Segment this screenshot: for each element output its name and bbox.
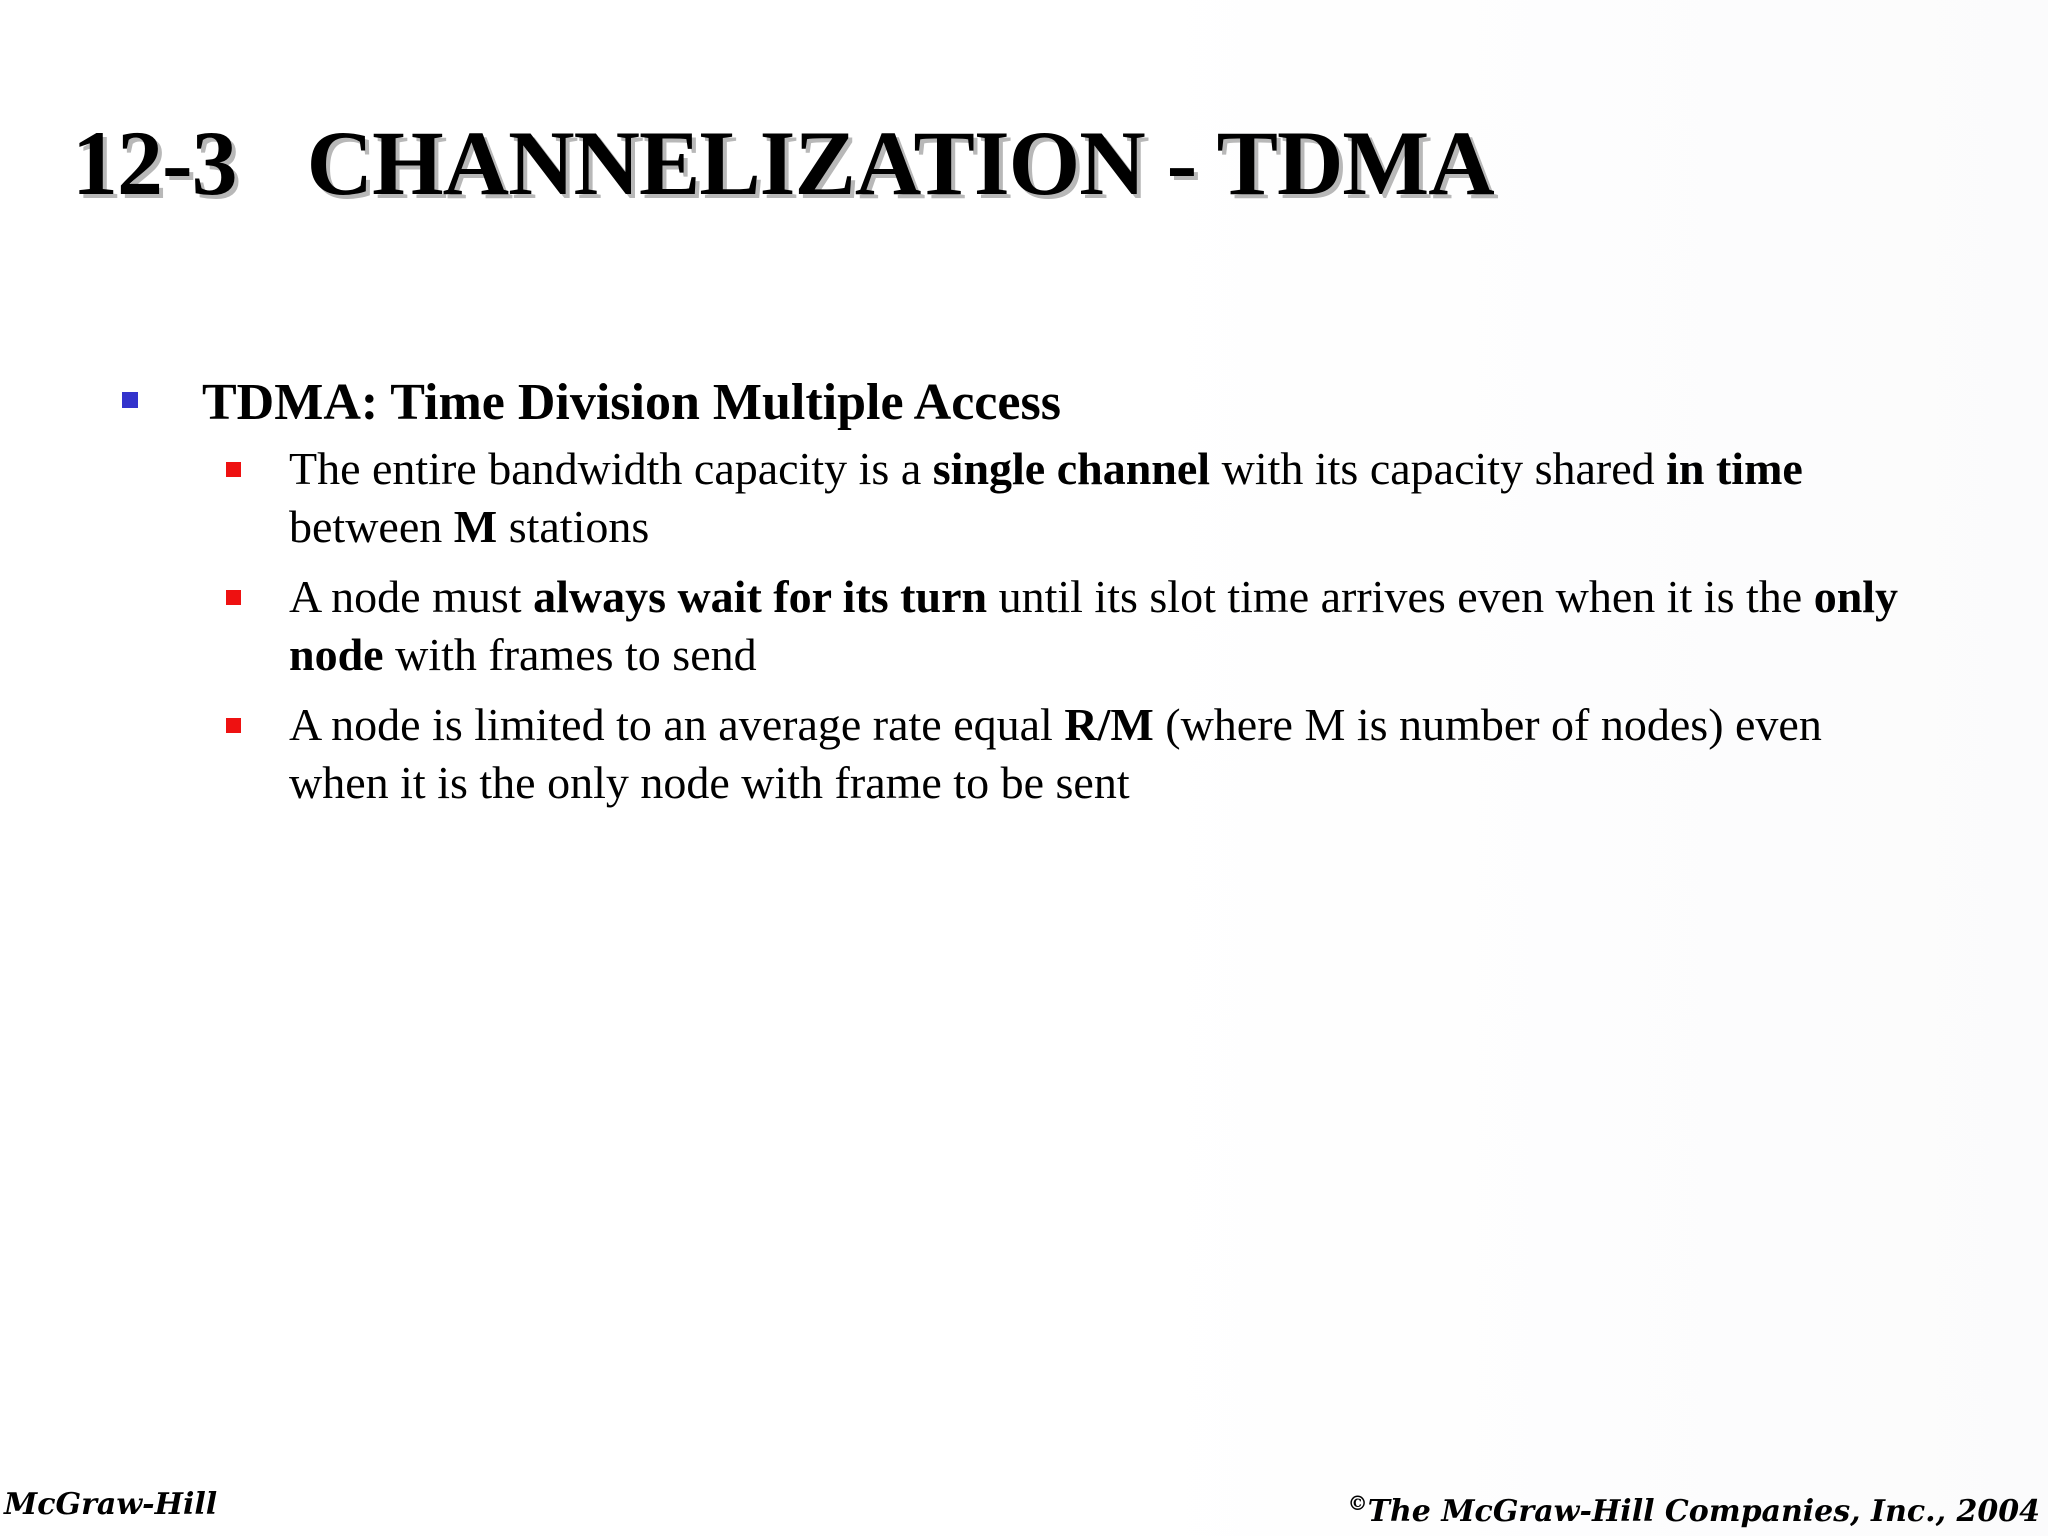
copyright-symbol: © — [1347, 1491, 1368, 1515]
sub-bullet-text — [289, 440, 1926, 556]
bold-text-run: single channel — [932, 443, 1211, 494]
red-square-bullet-icon — [226, 590, 241, 605]
sub-bullet-list — [226, 440, 1926, 824]
text-run: stations — [497, 501, 650, 552]
bold-text-run: always wait for its turn — [533, 571, 988, 622]
title-text: CHANNELIZATION - TDMA — [306, 112, 1494, 214]
bold-text-run: in time — [1666, 443, 1803, 494]
text-run: with its capacity shared — [1210, 443, 1667, 494]
sub-bullet-item — [226, 440, 1926, 556]
text-run: with frames to send — [383, 629, 757, 680]
bold-text-run: only node — [289, 571, 1899, 680]
sub-bullet-text — [289, 696, 1926, 812]
sub-bullet-text — [289, 568, 1926, 684]
copyright-footer — [1348, 1483, 2040, 1532]
text-run: A node is limited to an average rate equal — [289, 699, 1065, 750]
bold-text-run: M — [453, 501, 498, 552]
text-run: (where M is number of nodes) even when it is the only node with frame to be sent — [289, 699, 1822, 808]
text-run: A node must — [289, 571, 534, 622]
publisher-footer: McGraw-Hill — [4, 1487, 218, 1522]
blue-square-bullet-icon — [122, 392, 138, 408]
title-number: 12-3 — [72, 112, 237, 214]
red-square-bullet-icon — [226, 462, 241, 477]
sub-bullet-item — [226, 568, 1926, 684]
main-bullet-item — [122, 368, 1061, 438]
bold-text-run: R/M — [1064, 699, 1154, 750]
sub-bullet-item — [226, 696, 1926, 812]
main-bullet-text: TDMA: Time Division Multiple Access — [202, 374, 1061, 431]
text-run: between — [289, 501, 454, 552]
copyright-text: The McGraw-Hill Companies, Inc., 2004 — [1367, 1494, 2040, 1529]
red-square-bullet-icon — [226, 718, 241, 733]
text-run: The entire bandwidth capacity is a — [289, 443, 933, 494]
slide-title — [72, 108, 1494, 218]
text-run: until its slot time arrives even when it is the — [987, 571, 1814, 622]
